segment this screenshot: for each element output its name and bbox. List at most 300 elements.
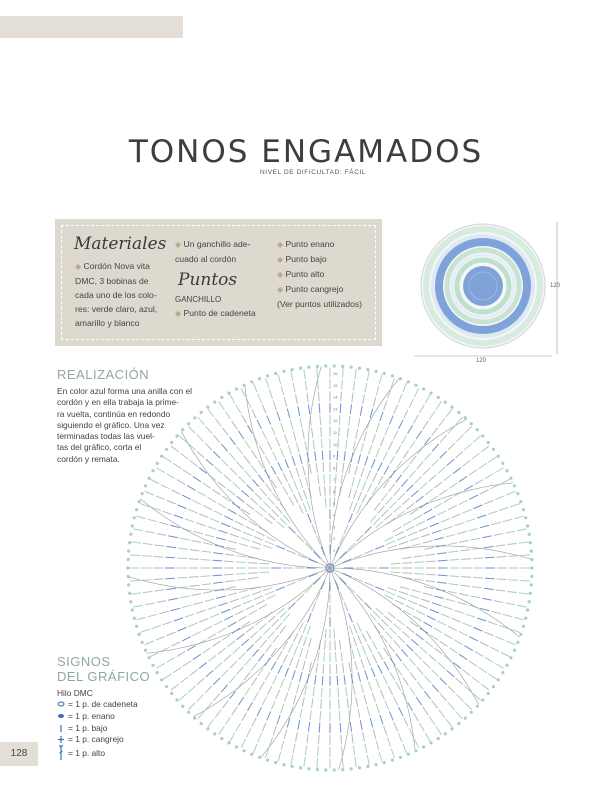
stitch-mark: [312, 428, 313, 437]
stitch-mark: [132, 542, 141, 543]
stitch-mark: [414, 556, 423, 557]
outer-chain-stitch: [524, 617, 527, 620]
stitch-mark: [224, 475, 231, 481]
stitch-mark: [167, 588, 176, 589]
stitch-mark: [277, 477, 282, 485]
stitch-mark: [232, 421, 237, 429]
stitch-mark: [245, 441, 250, 448]
stitch-mark: [292, 671, 295, 680]
stitch-mark: [228, 541, 237, 543]
stitch-mark: [252, 410, 256, 418]
stitch-mark: [386, 498, 392, 505]
stitch-mark: [208, 498, 216, 503]
stitch-mark: [204, 626, 212, 630]
stitch-mark: [307, 502, 310, 511]
stitch-mark: [438, 560, 447, 561]
stitch-mark: [388, 686, 392, 694]
stitch-mark: [436, 727, 441, 735]
stitch-mark: [243, 601, 251, 604]
outer-chain-stitch: [497, 455, 500, 458]
stitch-mark: [230, 534, 239, 537]
stitch-mark: [390, 628, 396, 634]
stitch-mark: [483, 536, 492, 538]
stitch-mark: [137, 516, 146, 518]
stitch-mark: [145, 531, 154, 533]
stitch-mark: [307, 734, 308, 743]
stitch-mark: [167, 474, 175, 479]
stitch-mark: [161, 485, 169, 489]
stitch-mark: [247, 729, 251, 737]
outer-chain-stitch: [391, 759, 394, 762]
stitch-mark: [424, 509, 432, 514]
stitch-mark: [260, 446, 265, 454]
stitch-mark: [436, 402, 441, 410]
stitch-mark: [415, 653, 421, 659]
stitch-mark: [160, 611, 169, 613]
stitch-mark: [415, 477, 421, 483]
stitch-mark: [255, 493, 261, 499]
crab-stitch-icon: [57, 735, 65, 744]
stitch-mark: [281, 423, 284, 432]
stitch-mark: [260, 624, 267, 630]
stitch-mark: [403, 610, 411, 615]
stitch-mark: [472, 453, 479, 459]
stitch-mark: [252, 718, 256, 726]
stitch-mark: [264, 628, 270, 634]
outer-chain-stitch: [366, 368, 369, 371]
stitch-mark: [296, 660, 299, 669]
chain-stitch-icon: [57, 701, 65, 707]
stitch-mark: [447, 460, 454, 466]
stitch-mark: [252, 542, 261, 545]
stitch-mark: [465, 703, 471, 709]
outer-chain-stitch: [422, 745, 425, 748]
stitch-mark: [355, 757, 356, 766]
stitch-mark: [266, 379, 269, 388]
stitch-mark: [319, 723, 320, 732]
stitch-mark: [157, 601, 166, 603]
stitch-mark: [372, 641, 377, 649]
stitch-mark: [365, 383, 367, 392]
round-number-label: 16: [333, 371, 338, 376]
outer-chain-stitch: [341, 768, 344, 771]
stitch-mark: [417, 667, 423, 674]
stitch-mark: [465, 444, 472, 450]
stitch-mark: [489, 511, 498, 514]
stitch-mark: [254, 693, 259, 701]
stitch-mark: [154, 557, 163, 558]
stitch-mark: [356, 430, 358, 439]
stitch-mark: [409, 471, 415, 478]
stitch-mark: [489, 674, 497, 679]
stitch-mark: [364, 696, 366, 705]
stitch-mark: [376, 704, 379, 713]
stitch-mark: [460, 541, 469, 543]
stitch-mark: [291, 420, 293, 429]
stitch-mark: [222, 610, 230, 613]
legend-item-cadeneta: = 1 p. de cadeneta: [57, 699, 138, 709]
stitch-mark: [425, 676, 431, 683]
stitch-mark: [432, 670, 438, 676]
stitch-mark: [181, 677, 188, 683]
stitch-mark: [223, 701, 229, 708]
stitch-mark: [339, 712, 340, 721]
diamond-icon: ◆: [175, 240, 182, 249]
stitch-mark: [416, 431, 421, 439]
stitch-mark: [506, 603, 515, 605]
stitch-mark: [496, 590, 505, 591]
stitch-mark: [266, 645, 272, 652]
stitch-mark: [294, 696, 296, 705]
stitch-mark: [237, 497, 244, 503]
stitch-mark: [361, 660, 364, 669]
outer-chain-stitch: [200, 722, 203, 725]
stitch-mark: [309, 573, 317, 576]
stitch-mark: [430, 523, 438, 526]
stitch-mark: [229, 453, 235, 460]
stitch-mark: [403, 563, 412, 564]
outer-chain-stitch: [407, 380, 410, 383]
stitch-mark: [276, 438, 280, 446]
stitch-mark: [355, 370, 356, 379]
stitch-mark: [197, 610, 206, 613]
stitch-mark: [491, 647, 499, 651]
stitch-mark: [189, 427, 195, 433]
stitch-mark: [232, 528, 240, 531]
stitch-mark: [317, 368, 318, 377]
stitch-mark: [388, 545, 397, 548]
stitch-mark: [273, 727, 276, 736]
stitch-mark: [448, 686, 454, 692]
stitch-mark: [410, 509, 418, 514]
outer-chain-stitch: [407, 753, 410, 756]
stitch-mark: [414, 415, 419, 423]
stitch-mark: [263, 723, 266, 731]
stitch-mark: [373, 518, 379, 524]
round-number-label: 4: [333, 512, 336, 518]
outer-chain-stitch: [144, 484, 147, 487]
stitch-mark: [440, 641, 447, 646]
stitch-mark: [381, 438, 385, 446]
outer-chain-stitch: [522, 508, 525, 511]
outer-chain-stitch: [274, 761, 277, 764]
stitch-mark: [225, 554, 234, 555]
stitch-mark: [273, 635, 279, 642]
stitch-mark: [485, 557, 494, 558]
stitch-mark: [459, 477, 467, 482]
text-line: terminadas todas las vuel-: [57, 431, 155, 442]
stitch-mark: [257, 532, 265, 536]
stitch-mark: [344, 452, 345, 461]
outer-chain-stitch: [242, 384, 245, 387]
stitch-mark: [266, 484, 272, 491]
outer-chain-stitch: [135, 508, 138, 511]
stitch-mark: [206, 427, 212, 434]
stitch-mark: [448, 427, 454, 434]
stitch-mark: [271, 662, 276, 670]
outer-chain-stitch: [437, 737, 440, 740]
stitch-mark: [201, 560, 210, 561]
stitch-mark: [370, 718, 372, 727]
stitch-mark: [463, 623, 471, 627]
material-line: cada uno de los colo-: [75, 290, 157, 300]
stitch-mark: [419, 605, 427, 608]
stitch-mark: [475, 480, 483, 485]
outer-chain-stitch: [414, 749, 417, 752]
stitch-mark: [236, 574, 245, 575]
stitch-mark: [340, 578, 346, 584]
stitch-mark: [396, 600, 404, 604]
stitch-mark: [423, 593, 432, 595]
stitch-mark: [397, 461, 402, 469]
stitch-mark: [178, 558, 187, 559]
stitch-mark: [391, 749, 394, 758]
stitch-mark: [463, 510, 471, 514]
stitch-mark: [166, 557, 175, 558]
outer-chain-stitch: [181, 705, 184, 708]
stitch-mark: [341, 652, 342, 661]
text-line: siguiendo el gráfico. Una vez: [57, 419, 165, 430]
stitch-mark: [385, 701, 389, 709]
stitch-mark: [376, 386, 378, 395]
stitch-mark: [457, 435, 463, 441]
stitch-mark: [246, 527, 254, 531]
stitch-mark: [256, 620, 263, 626]
stitch-mark: [268, 616, 275, 622]
stitch-mark: [321, 547, 324, 555]
stitch-mark: [456, 712, 462, 719]
stitch-mark: [241, 595, 250, 598]
stitch-mark: [433, 530, 442, 533]
stitch-mark: [277, 652, 282, 660]
stitch-mark: [232, 605, 240, 608]
stitch-mark: [171, 446, 178, 452]
stitch-mark: [412, 640, 419, 646]
stitch-mark: [403, 663, 409, 670]
stitch-mark: [507, 641, 515, 644]
outer-chain-stitch: [530, 575, 533, 578]
stitch-mark: [496, 545, 505, 546]
stitch-mark: [402, 650, 408, 657]
stitch-mark: [214, 678, 220, 684]
stitch-mark: [298, 578, 306, 581]
stitch-mark: [394, 405, 397, 413]
outer-chain-stitch: [227, 392, 230, 395]
stitch-mark: [319, 487, 320, 496]
outer-chain-stitch: [165, 448, 168, 451]
material-line: DMC, 3 bobinas de: [75, 276, 149, 286]
outer-chain-stitch: [350, 767, 353, 770]
materials-heading: Materiales: [74, 234, 167, 254]
stitch-mark: [433, 444, 439, 451]
stitch-mark: [284, 730, 286, 739]
stitch-mark: [385, 616, 392, 622]
stitch-mark: [242, 622, 250, 627]
stitch-mark: [230, 599, 239, 602]
stitch-mark: [157, 664, 165, 669]
stitch-mark: [294, 646, 297, 654]
stitch-mark: [352, 650, 354, 659]
stitch-mark: [248, 573, 257, 574]
outer-chain-stitch: [358, 367, 361, 370]
outer-chain-stitch: [492, 685, 495, 688]
stitch-mark: [353, 625, 357, 633]
stitch-mark: [415, 562, 424, 563]
stitch-mark: [185, 614, 194, 617]
stitch-mark: [294, 634, 298, 642]
outer-chain-stitch: [266, 374, 269, 377]
outer-chain-stitch: [131, 608, 134, 611]
stitch-mark: [334, 629, 335, 638]
stitch-mark: [278, 753, 280, 762]
stitch-mark: [185, 519, 194, 522]
stitch-mark: [339, 700, 340, 709]
stitch-mark: [163, 511, 172, 514]
chart-spoke: [330, 568, 415, 751]
stitch-mark: [222, 444, 228, 451]
stitch-mark: [188, 486, 196, 491]
height-label: 120: [550, 283, 561, 289]
stitch-mark: [197, 523, 206, 526]
stitch-mark: [267, 595, 275, 599]
outer-chain-stitch: [509, 656, 512, 659]
stitch-mark: [245, 688, 250, 695]
chart-spoke: [147, 568, 330, 653]
stitch-mark: [134, 529, 143, 531]
stitch-mark: [360, 721, 362, 730]
stitch-mark: [444, 475, 451, 481]
stitch-mark: [336, 653, 337, 662]
stitch-mark: [517, 605, 526, 607]
stitch-mark: [444, 498, 452, 503]
stitch-mark: [242, 415, 247, 423]
stitch-mark: [425, 453, 431, 460]
round-number-label: 15: [333, 382, 338, 388]
stitch-mark: [254, 596, 262, 600]
stitch-mark: [272, 620, 278, 626]
stitch-mark: [214, 621, 222, 625]
stitch-mark: [378, 652, 383, 660]
stitch-mark: [174, 618, 183, 621]
outer-chain-stitch: [341, 365, 344, 368]
outer-chain-stitch: [213, 732, 216, 735]
stitch-mark: [492, 522, 501, 524]
stitch-mark: [280, 611, 286, 617]
stitch-mark: [346, 440, 347, 449]
outer-chain-stitch: [530, 558, 533, 561]
outer-chain-stitch: [127, 558, 130, 561]
stitch-mark: [394, 624, 401, 630]
stitch-mark: [242, 640, 249, 646]
stitch-mark: [433, 685, 439, 692]
stitch-mark: [262, 431, 266, 439]
stitch-mark: [385, 427, 389, 435]
stitch-mark: [397, 511, 404, 517]
stitch-mark: [316, 463, 317, 472]
stitch-mark: [402, 480, 408, 487]
stitch-mark: [449, 584, 458, 585]
stitch-mark: [224, 655, 231, 661]
outer-chain-stitch: [519, 500, 522, 503]
stitch-mark: [338, 688, 339, 697]
stitch-mark: [314, 552, 320, 558]
outer-chain-stitch: [144, 649, 147, 652]
stitch-mark: [171, 684, 178, 690]
stitch-mark: [402, 436, 407, 444]
outer-chain-stitch: [414, 384, 417, 387]
stitch-mark: [426, 395, 431, 403]
outer-chain-stitch: [274, 372, 277, 375]
stitch-mark: [289, 484, 293, 492]
stitch-mark: [197, 435, 203, 441]
stitch-mark: [316, 664, 317, 673]
stitch-mark: [376, 587, 384, 590]
stitch-mark: [382, 620, 388, 626]
stitch-mark: [190, 461, 197, 467]
stitch-mark: [325, 486, 326, 495]
stitch-mark: [155, 590, 164, 591]
stitch-mark: [403, 632, 410, 638]
stitch-mark: [203, 543, 212, 545]
stitch-mark: [309, 639, 311, 648]
stitch-mark: [484, 547, 493, 548]
stitch-mark: [398, 493, 404, 499]
stitch-mark: [208, 607, 217, 610]
stitch-mark: [396, 475, 402, 482]
stitch-mark: [208, 527, 217, 530]
stitch-mark: [341, 735, 342, 744]
stitch-mark: [350, 722, 351, 731]
stitch-mark: [322, 439, 323, 448]
stitch-mark: [368, 644, 372, 652]
stitch-mark: [403, 498, 410, 504]
stitch-mark: [204, 506, 212, 510]
stitch-mark: [225, 561, 234, 562]
round-number-label: 3: [333, 524, 336, 530]
stitch-mark: [253, 480, 259, 487]
outer-chain-stitch: [366, 765, 369, 768]
stitch-mark: [280, 518, 286, 524]
stitch-mark: [215, 710, 221, 717]
outer-chain-stitch: [127, 583, 130, 586]
stitch-mark: [429, 655, 436, 661]
outer-chain-stitch: [429, 741, 432, 744]
stitch-mark: [273, 452, 277, 460]
stitch-mark: [373, 730, 375, 739]
stitch-mark: [258, 734, 261, 742]
stitch-mark: [365, 744, 367, 753]
stitch-mark: [480, 642, 488, 646]
outer-chain-stitch: [528, 600, 531, 603]
stitch-mark: [369, 446, 372, 455]
stitch-mark: [452, 619, 460, 623]
stitch-mark: [218, 628, 226, 633]
stitch-mark: [353, 441, 355, 450]
stitch-mark: [313, 687, 314, 696]
stitch-mark: [343, 573, 351, 576]
stitch-mark: [222, 670, 228, 676]
stitch-mark: [448, 506, 456, 510]
outer-chain-stitch: [470, 422, 473, 425]
stitch-mark: [152, 626, 161, 629]
diamond-icon: ◆: [175, 309, 182, 318]
stitch-mark: [399, 592, 408, 595]
outer-chain-stitch: [291, 765, 294, 768]
stitch-mark: [322, 688, 323, 697]
outer-chain-stitch: [422, 387, 425, 390]
stitch-mark: [459, 632, 467, 636]
stitch-mark: [432, 428, 438, 435]
